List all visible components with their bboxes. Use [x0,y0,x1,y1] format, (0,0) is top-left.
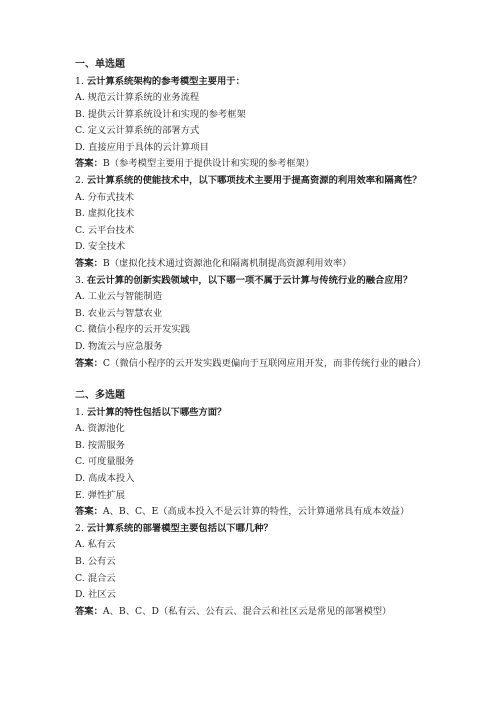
question-stem [75,405,440,422]
question-stem [75,74,440,91]
question-text: 云计算系统的部署模型主要包括以下哪几种？ [86,522,273,534]
answer [75,604,440,621]
option: E. 弹性扩展 [75,489,125,501]
option: A. 规范云计算系统的业务流程 [75,92,200,104]
answer-label: 答案： [75,158,103,170]
option: D. 高成本投入 [75,473,135,485]
question-text: 云计算的特性包括以下哪些方面？ [86,406,227,418]
question-number: 1. [75,406,84,418]
answer-label: 答案： [75,605,103,617]
section-single-choice [75,57,440,372]
section-multiple-choice [75,388,440,620]
answer-text: A、B、C、E（高成本投入不是云计算的特性，云计算通常具有成本效益） [102,506,410,518]
question-stem [75,173,440,190]
option: C. 微信小程序的云开发实践 [75,324,190,336]
question [75,173,440,273]
option: D. 直接应用于具体的云计算项目 [75,141,209,153]
option: B. 按需服务 [75,439,125,451]
option: A. 工业云与智能制造 [75,291,162,303]
answer-text: B（参考模型主要用于提供设计和实现的参考框架） [102,158,315,170]
answer [75,156,440,173]
answer-text: B（虚拟化技术通过资源池化和隔离机制提高资源利用效率） [102,258,352,270]
question-text: 云计算系统的使能技术中，以下哪项技术主要用于提高资源的利用效率和隔离性？ [86,175,422,187]
question [75,405,440,521]
option: B. 农业云与智慧农业 [75,307,163,319]
section-title: 一、单选题 [75,59,125,70]
answer [75,356,440,373]
answer-label: 答案： [75,357,103,369]
question-number: 2. [75,175,84,187]
option: D. 物流云与应急服务 [75,341,163,352]
question-number: 2. [75,522,84,534]
option: C. 混合云 [75,572,116,584]
section-title: 二、多选题 [75,390,125,402]
option: D. 安全技术 [75,241,126,253]
answer-label: 答案： [75,258,103,270]
question [75,273,440,373]
answer [75,504,440,521]
option: B. 虚拟化技术 [75,208,135,220]
question-stem [75,273,440,290]
answer-text: A、B、C、D（私有云、公有云、混合云和社区云是常见的部署模型） [102,605,392,617]
option: C. 云平台技术 [75,224,135,236]
option: D. 社区云 [75,589,116,601]
option: C. 可度量服务 [75,456,135,468]
answer-label: 答案： [75,506,103,518]
option: A. 资源池化 [75,423,125,435]
question [75,521,440,621]
document-content [75,57,440,620]
question-text: 在云计算的创新实践领域中，以下哪一项不属于云计算与传统行业的融合应用？ [86,274,413,286]
option: A. 私有云 [75,539,116,551]
option: B. 提供云计算系统设计和实现的参考框架 [75,108,246,120]
question-number: 3. [75,274,84,286]
question [75,74,440,174]
question-number: 1. [75,75,84,87]
option: C. 定义云计算系统的部署方式 [75,125,200,137]
question-stem [75,521,440,538]
answer [75,256,440,273]
option: B. 公有云 [75,556,116,568]
option: A. 分布式技术 [75,191,135,203]
question-text: 云计算系统架构的参考模型主要用于： [86,75,245,87]
answer-text: C（微信小程序的云开发实践更偏向于互联网应用开发，而非传统行业的融合） [102,357,427,369]
